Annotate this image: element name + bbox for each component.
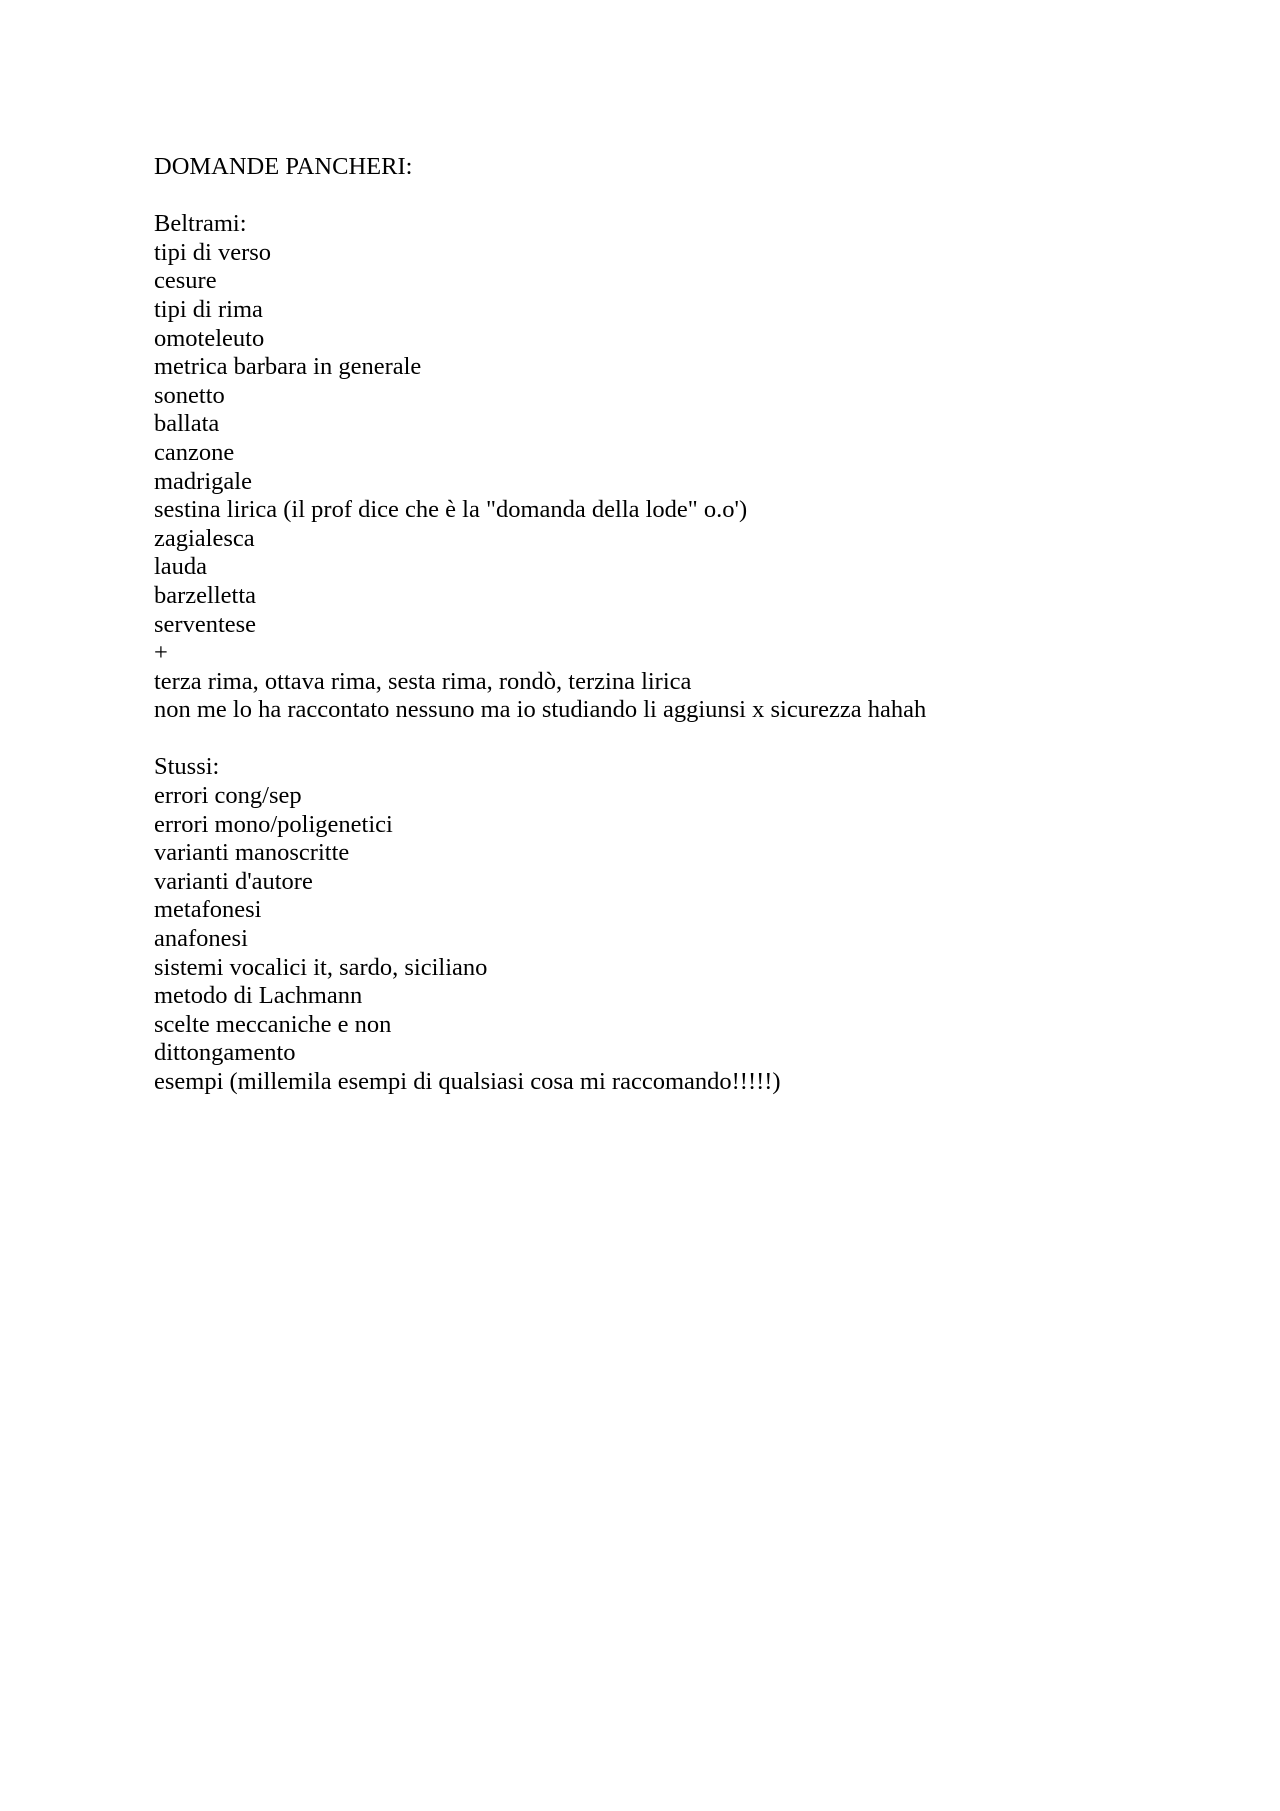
plus-line: + — [154, 639, 168, 667]
list-item: tipi di rima — [154, 295, 263, 323]
list-item: esempi (millemila esempi di qualsiasi cosa mi raccomando!!!!!) — [154, 1068, 781, 1095]
list-item: sonetto — [154, 381, 225, 409]
note-line: non me lo ha raccontato nessuno ma io studiando li aggiunsi x sicurezza hahah — [154, 696, 927, 724]
list-item: dittongamento — [154, 1039, 296, 1067]
list-item: madrigale — [154, 467, 252, 495]
list-item: sestina lirica (il prof dice che è la "domanda della lode" o.o') — [154, 496, 748, 524]
list-item: canzone — [154, 438, 235, 466]
list-item: scelte meccaniche e non — [154, 1010, 392, 1038]
list-item: terza rima, ottava rima, sesta rima, rondò, terzina lirica — [154, 667, 692, 695]
list-item: barzelletta — [154, 581, 257, 609]
document-title: DOMANDE PANCHERI: — [154, 153, 413, 180]
list-item: sistemi vocalici it, sardo, siciliano — [154, 953, 488, 981]
list-item: metafonesi — [154, 896, 262, 924]
section-heading: Beltrami: — [154, 210, 247, 238]
list-item: varianti d'autore — [154, 867, 313, 895]
list-item: zagialesca — [154, 524, 255, 552]
document-body — [154, 153, 1204, 1097]
spacer — [154, 725, 1204, 754]
list-item: omoteleuto — [154, 324, 265, 352]
list-item: varianti manoscritte — [154, 839, 350, 867]
list-item: metodo di Lachmann — [154, 982, 363, 1010]
section-beltrami — [154, 210, 1204, 725]
section-stussi — [154, 753, 1204, 1096]
list-item: cesure — [154, 267, 217, 295]
list-item: anafonesi — [154, 925, 248, 953]
list-item: serventese — [154, 610, 257, 638]
list-item: lauda — [154, 553, 208, 581]
list-item: errori cong/sep — [154, 782, 302, 810]
list-item: errori mono/poligenetici — [154, 810, 393, 838]
list-item: ballata — [154, 410, 220, 438]
list-item: metrica barbara in generale — [154, 353, 422, 381]
section-heading: Stussi: — [154, 753, 220, 781]
list-item: tipi di verso — [154, 238, 272, 266]
spacer — [154, 182, 1204, 211]
